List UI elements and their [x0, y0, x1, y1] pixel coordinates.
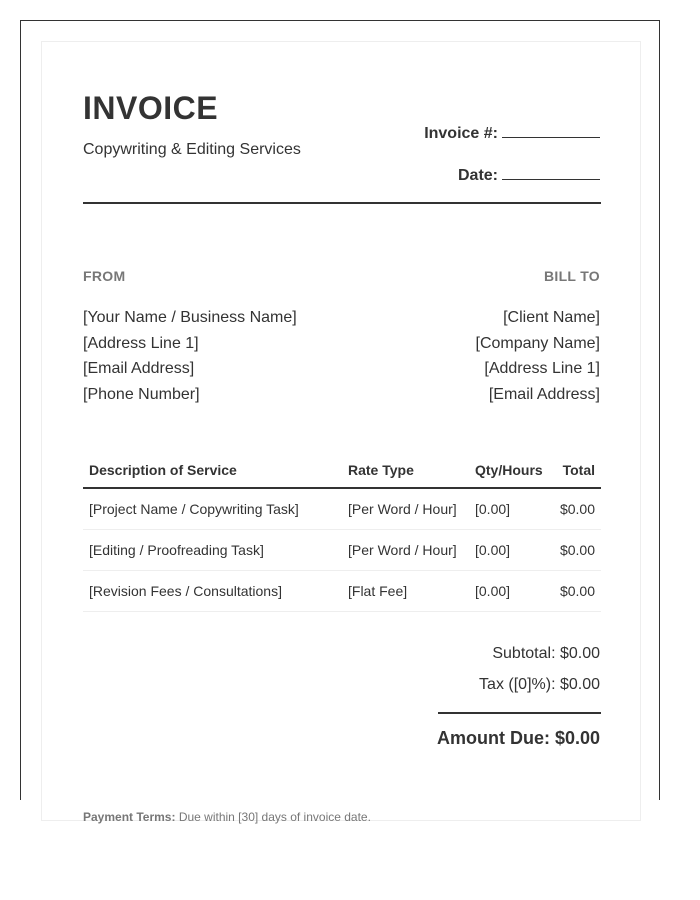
- rate-type: [Per Word / Hour]: [342, 530, 469, 571]
- column-header: Description of Service: [83, 453, 342, 488]
- service-description: [Project Name / Copywriting Task]: [83, 488, 342, 530]
- invoice-subtitle: Copywriting & Editing Services: [83, 141, 301, 158]
- payment-terms-text: Due within [30] days of invoice date.: [175, 810, 371, 824]
- bill-to-line: [Address Line 1]: [484, 360, 600, 377]
- amount-due: Amount Due: $0.00: [436, 728, 600, 748]
- service-description: [Revision Fees / Consultations]: [83, 571, 342, 612]
- service-description: [Editing / Proofreading Task]: [83, 530, 342, 571]
- from-label: FROM: [83, 268, 126, 284]
- from-line: [Address Line 1]: [83, 334, 199, 352]
- invoice-date-blank: [502, 164, 600, 180]
- invoice-number-blank: [502, 122, 600, 138]
- bill-to-label: BILL TO: [543, 268, 600, 284]
- bill-to-line: [Company Name]: [475, 334, 600, 352]
- table-row: [83, 488, 601, 530]
- bill-to-address: [476, 305, 601, 407]
- invoice-number-label: Invoice #:: [424, 125, 498, 142]
- subtotal: Subtotal: $0.00: [492, 645, 600, 662]
- rate-type: [Flat Fee]: [342, 571, 469, 612]
- invoice-date-label: Date:: [457, 167, 498, 184]
- from-line: [Phone Number]: [83, 385, 200, 403]
- quantity: [0.00]: [469, 530, 551, 571]
- from-line: [Email Address]: [83, 360, 195, 377]
- invoice-number-field: [424, 122, 600, 143]
- tax: Tax ([0]%): $0.00: [479, 676, 600, 693]
- table-header-row: [83, 453, 601, 488]
- table-row: [83, 571, 601, 612]
- bill-to-line: [Email Address]: [488, 385, 600, 403]
- line-total: $0.00: [551, 488, 601, 530]
- from-line: [Your Name / Business Name]: [83, 309, 297, 326]
- quantity: [0.00]: [469, 571, 551, 612]
- rate-type: [Per Word / Hour]: [342, 488, 469, 530]
- column-header: Rate Type: [342, 453, 469, 488]
- invoice-paper: [41, 41, 641, 824]
- invoice-date-field: [458, 164, 600, 185]
- bill-to-line: [Client Name]: [503, 309, 600, 326]
- line-total: $0.00: [551, 571, 601, 612]
- column-header: Total: [551, 453, 601, 488]
- table-row: [83, 530, 601, 571]
- payment-terms: [83, 810, 371, 824]
- services-table: [83, 453, 601, 612]
- totals-divider: [438, 712, 601, 714]
- quantity: [0.00]: [469, 488, 551, 530]
- page-frame: [20, 20, 660, 824]
- invoice-title: INVOICE: [83, 90, 219, 126]
- header-divider: [83, 202, 601, 204]
- column-header: Qty/Hours: [469, 453, 551, 488]
- payment-terms-label: Payment Terms:: [83, 810, 176, 824]
- from-address: [83, 305, 297, 407]
- line-total: $0.00: [551, 530, 601, 571]
